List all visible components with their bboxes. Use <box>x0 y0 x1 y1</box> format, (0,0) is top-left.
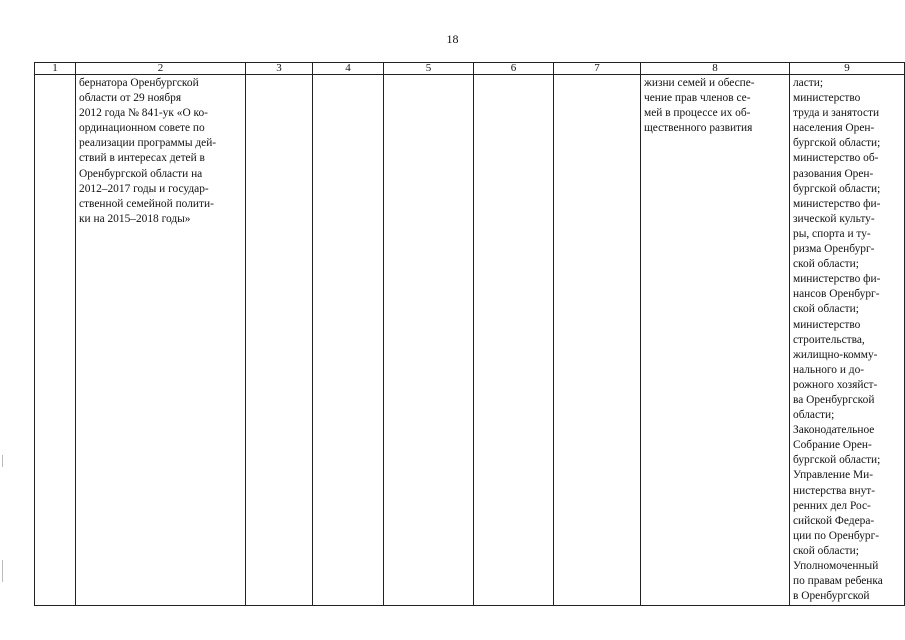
column-header-6: 6 <box>474 63 554 75</box>
text-line: бургской области; <box>793 182 881 195</box>
text-line: сийской Федера- <box>793 514 875 527</box>
text-line: области от 29 ноября <box>79 92 182 105</box>
cell-col2-text <box>79 76 242 227</box>
text-line: ординационном совете по <box>79 122 205 135</box>
cell-col8 <box>641 75 790 606</box>
text-line: ризма Оренбург- <box>793 243 875 256</box>
text-line: населения Орен- <box>793 122 875 135</box>
text-line: щественного развития <box>644 122 753 135</box>
cell-col4 <box>313 75 384 606</box>
column-header-8: 8 <box>641 63 790 75</box>
text-line: жилищно-комму- <box>793 348 878 361</box>
text-line: ской области; <box>793 544 859 557</box>
text-line: 2012 года № 841-ук «О ко- <box>79 107 208 120</box>
text-line: реализации программы дей- <box>79 137 217 150</box>
cell-col5 <box>384 75 474 606</box>
column-header-1: 1 <box>35 63 76 75</box>
text-line: министерство об- <box>793 152 879 165</box>
text-line: чение прав членов се- <box>644 92 751 105</box>
page-number: 18 <box>446 32 459 46</box>
column-header-5: 5 <box>384 63 474 75</box>
text-line: рожного хозяйст- <box>793 378 878 391</box>
text-line: ласти; <box>793 77 824 89</box>
text-line: Уполномоченный <box>793 560 879 572</box>
cell-col7 <box>554 75 641 606</box>
text-line: ствий в интересах детей в <box>79 152 205 165</box>
text-line: мей в процессе их об- <box>644 107 751 120</box>
cell-col3 <box>246 75 313 606</box>
text-line: ки на 2015–2018 годы» <box>79 212 191 225</box>
text-line: ской области; <box>793 303 859 316</box>
cell-col2 <box>76 75 246 606</box>
text-line: Оренбургской области на <box>79 167 203 180</box>
cell-col6 <box>474 75 554 606</box>
column-header-9: 9 <box>790 63 905 75</box>
text-line: нансов Оренбург- <box>793 288 880 301</box>
text-line: министерство фи- <box>793 197 881 210</box>
text-line: разования Орен- <box>793 167 874 180</box>
text-line: в Оренбургской <box>793 590 870 603</box>
column-header-7: 7 <box>554 63 641 75</box>
text-line: ва Оренбургской <box>793 393 875 406</box>
text-line: бургской области; <box>793 137 881 150</box>
text-line: Законодательное <box>793 424 875 437</box>
text-line: министерство <box>793 318 861 331</box>
column-header-row <box>35 63 905 75</box>
cell-col8-text <box>644 76 786 136</box>
column-header-3: 3 <box>246 63 313 75</box>
text-line: ры, спорта и ту- <box>793 227 871 240</box>
scan-edge-mark <box>2 455 3 467</box>
text-line: ственной семейной полити- <box>79 197 214 210</box>
document-table <box>34 62 905 606</box>
text-line: жизни семей и обеспе- <box>644 77 755 89</box>
text-line: зической культу- <box>793 212 875 225</box>
table-row <box>35 75 905 606</box>
text-line: труда и занятости <box>793 107 880 120</box>
text-line: Управление Ми- <box>793 469 873 482</box>
text-line: нистерства внут- <box>793 484 876 497</box>
text-line: по правам ребенка <box>793 575 883 588</box>
cell-col1 <box>35 75 76 606</box>
text-line: бернатора Оренбургской <box>79 77 199 89</box>
text-line: министерство <box>793 92 861 105</box>
scan-edge-mark <box>2 560 3 582</box>
cell-col9-text <box>793 76 901 604</box>
text-line: 2012–2017 годы и государ- <box>79 182 209 195</box>
column-header-4: 4 <box>313 63 384 75</box>
text-line: ции по Оренбург- <box>793 529 880 542</box>
text-line: ренних дел Рос- <box>793 499 871 512</box>
text-line: нального и до- <box>793 363 865 376</box>
column-header-2: 2 <box>76 63 246 75</box>
text-line: области; <box>793 409 835 422</box>
cell-col9 <box>790 75 905 606</box>
text-line: Собрание Орен- <box>793 439 872 452</box>
text-line: бургской области; <box>793 454 881 467</box>
text-line: министерство фи- <box>793 273 881 286</box>
text-line: ской области; <box>793 258 859 271</box>
text-line: строительства, <box>793 333 865 346</box>
